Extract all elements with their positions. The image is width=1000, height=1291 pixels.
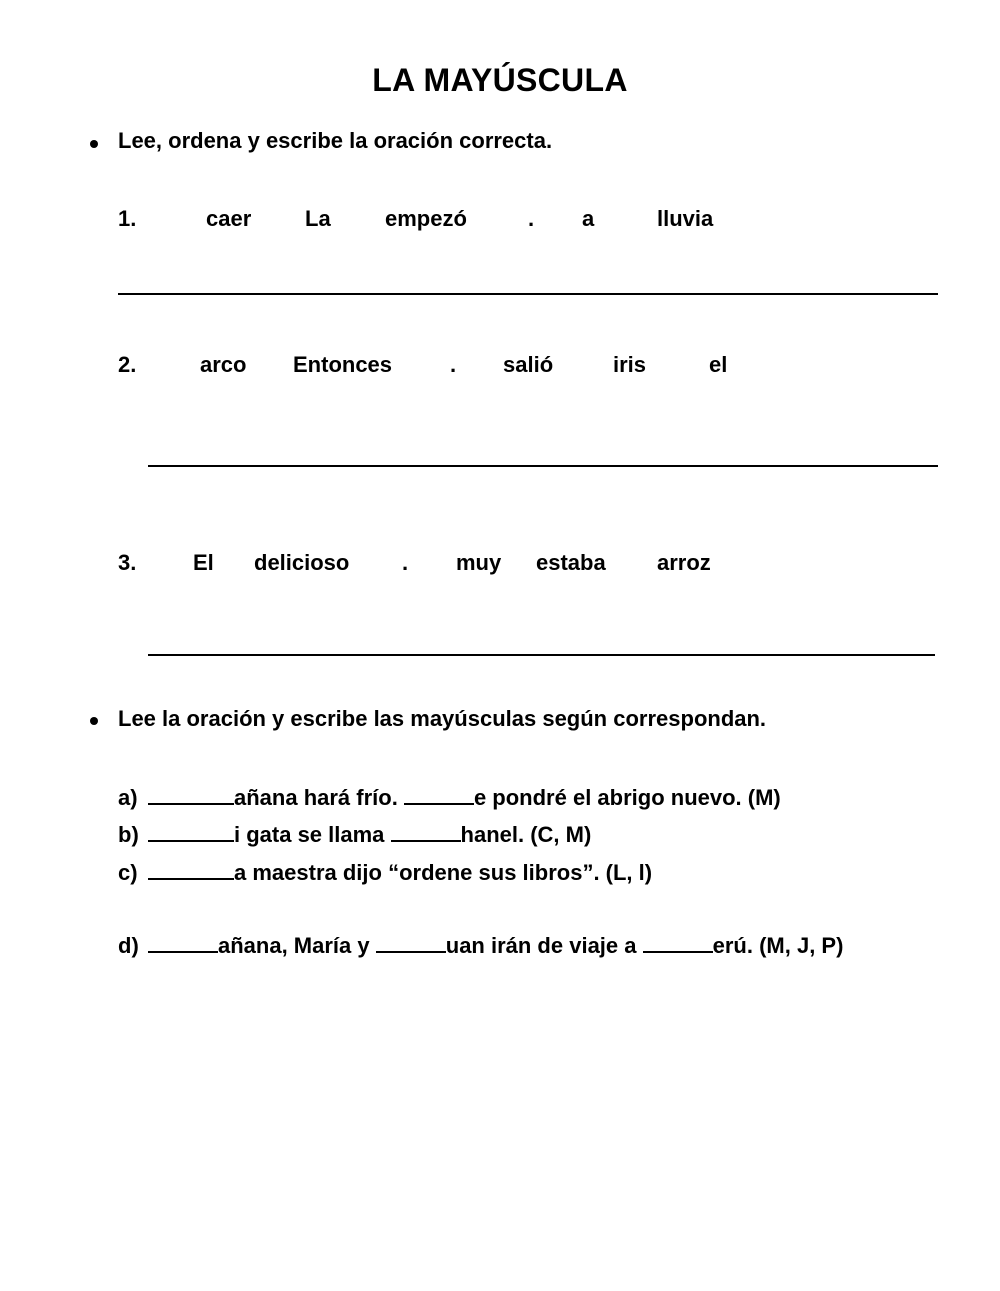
word-tile: caer — [206, 206, 252, 231]
item-label: a) — [118, 785, 138, 810]
item-label: c) — [118, 860, 138, 885]
sentence-part: i gata se llama — [234, 822, 391, 847]
word-tile: estaba — [536, 550, 606, 575]
item-label: b) — [118, 822, 139, 847]
section2-instruction: Lee la oración y escribe las mayúsculas según correspondan. — [118, 706, 767, 731]
word-tile: . — [528, 206, 535, 231]
blank-field[interactable] — [148, 785, 234, 805]
section1-instruction: Lee, ordena y escribe la oración correcta. — [118, 128, 553, 153]
answer-line-2[interactable] — [148, 465, 938, 467]
sentence-part: e pondré el abrigo nuevo. (M) — [473, 785, 781, 810]
word-tile: salió — [503, 352, 554, 377]
word-tile: Entonces — [293, 352, 393, 377]
blank-field[interactable] — [148, 822, 234, 842]
blank-field[interactable] — [404, 785, 474, 805]
word-tile: delicioso — [254, 550, 350, 575]
word-tile: arroz — [657, 550, 711, 575]
word-tile: lluvia — [657, 206, 714, 231]
sentence-part: hanel. (C, M) — [460, 822, 592, 847]
answer-line-3[interactable] — [148, 654, 935, 656]
bullet-icon — [90, 717, 98, 725]
exercise-1-number: 1. — [118, 206, 137, 231]
word-tile: iris — [613, 352, 647, 377]
sentence-part: uan irán de viaje a — [445, 933, 643, 958]
word-tile: . — [450, 352, 457, 377]
blank-field[interactable] — [391, 822, 461, 842]
bullet-icon — [90, 140, 98, 148]
answer-line-1[interactable] — [118, 293, 938, 295]
sentence-part: a maestra dijo “ordene sus libros”. (L, l) — [234, 860, 653, 885]
blank-field[interactable] — [376, 933, 446, 953]
fill-item-c — [118, 860, 652, 886]
sentence-part: erú. (M, J, P) — [712, 933, 844, 958]
word-tile: muy — [456, 550, 502, 575]
blank-field[interactable] — [148, 860, 234, 880]
word-tile: empezó — [385, 206, 467, 231]
word-tile: a — [582, 206, 595, 231]
exercise-3-number: 3. — [118, 550, 137, 575]
fill-item-d — [118, 933, 843, 959]
exercise-2-number: 2. — [118, 352, 137, 377]
fill-item-b — [118, 822, 591, 848]
sentence-part: añana hará frío. — [234, 785, 404, 810]
blank-field[interactable] — [148, 933, 218, 953]
word-tile: el — [709, 352, 728, 377]
item-label: d) — [118, 933, 139, 958]
word-tile: arco — [200, 352, 247, 377]
word-tile: La — [305, 206, 331, 231]
sentence-part: añana, María y — [218, 933, 376, 958]
word-tile: . — [402, 550, 409, 575]
blank-field[interactable] — [643, 933, 713, 953]
page-title: LA MAYÚSCULA — [372, 62, 628, 98]
word-tile: El — [193, 550, 214, 575]
fill-item-a — [118, 785, 781, 811]
